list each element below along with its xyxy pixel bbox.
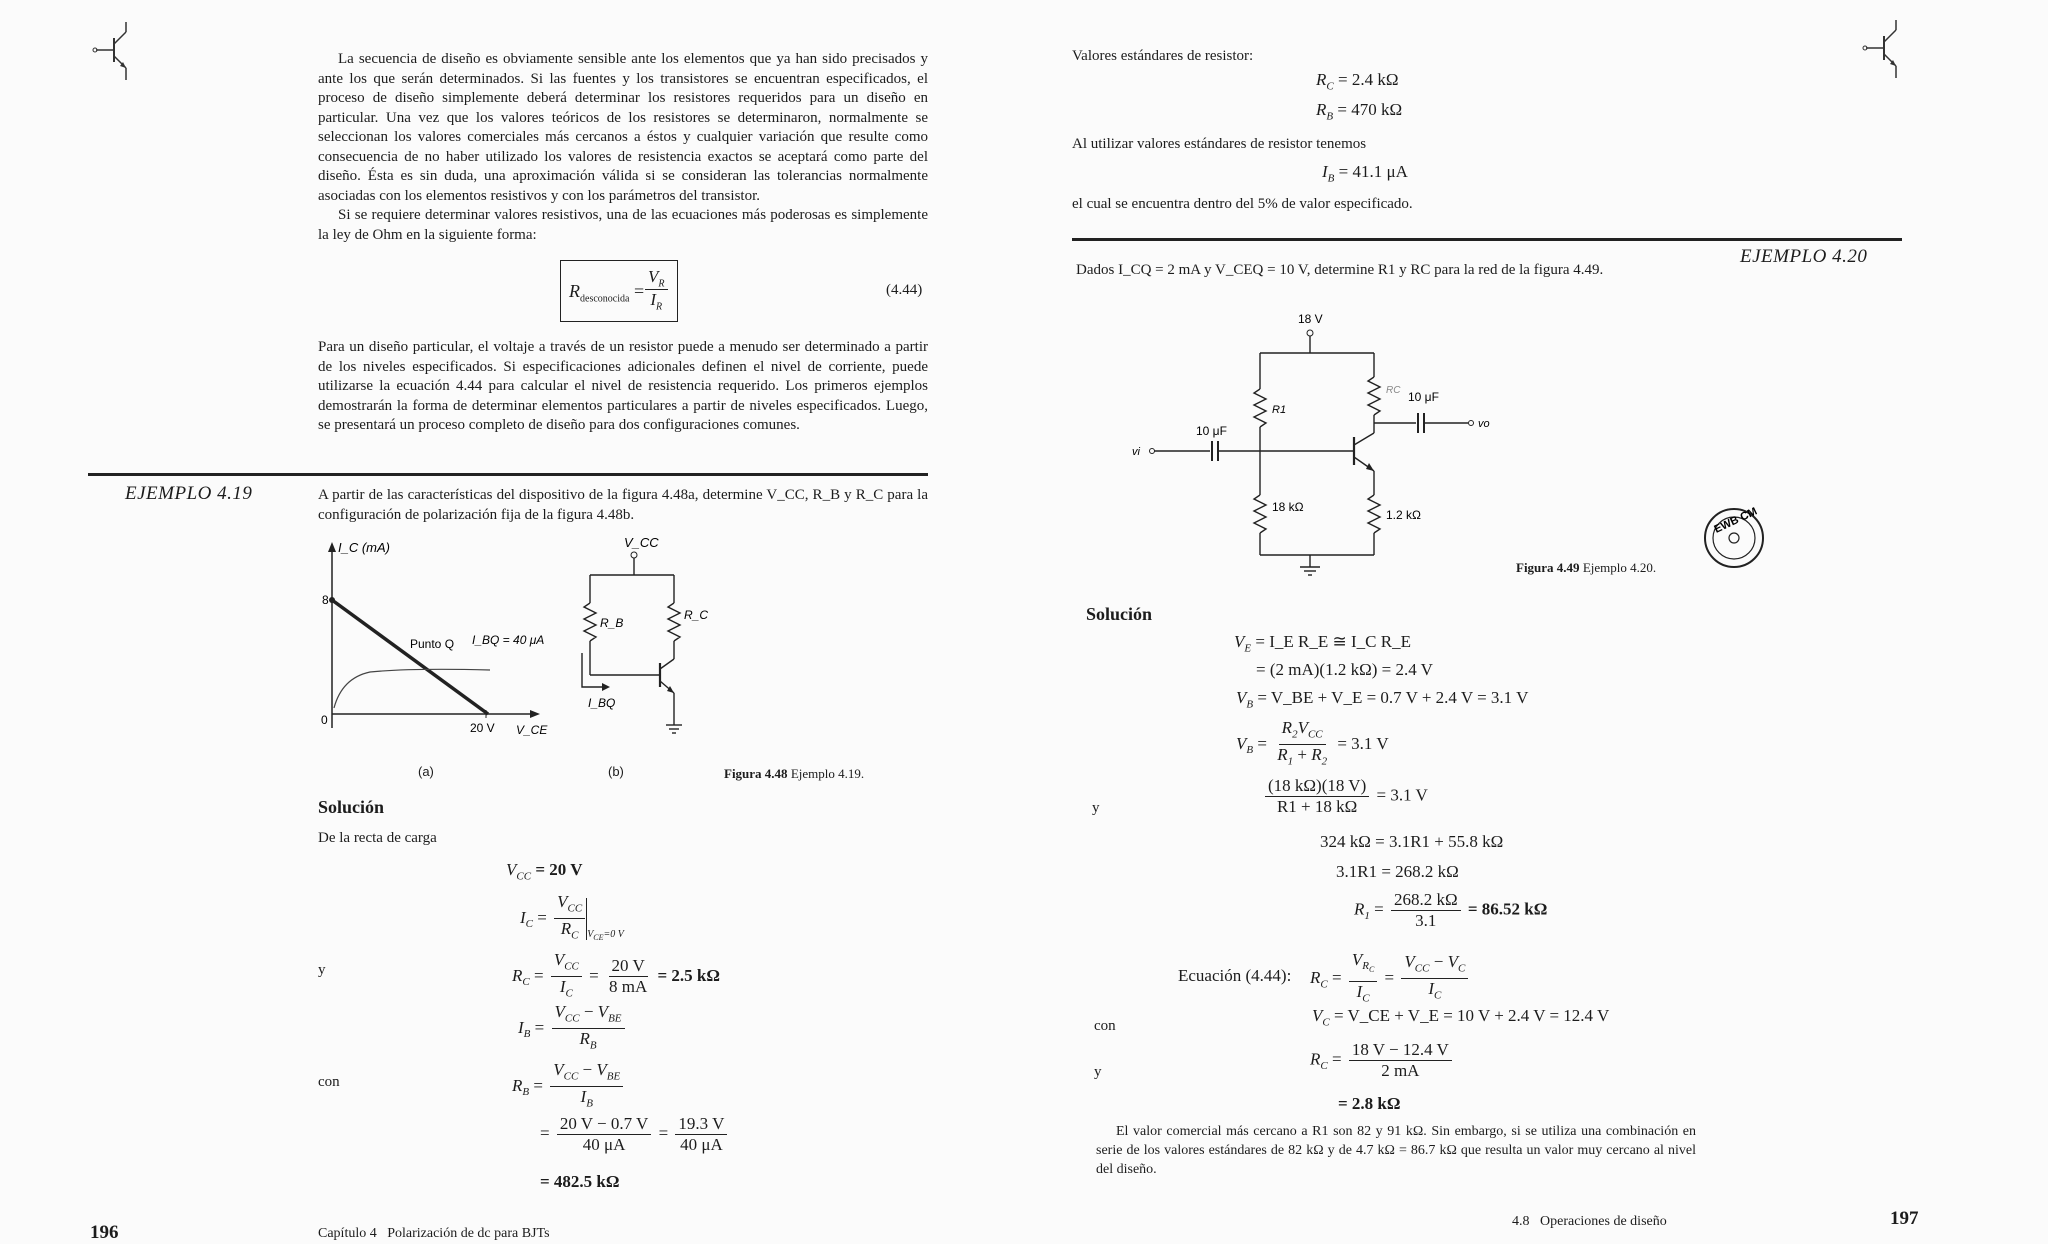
eq-444-label: Ecuación (4.44): xyxy=(1178,966,1292,985)
std-values-intro: Valores estándares de resistor: xyxy=(1072,48,1254,64)
ewb-cm-badge-icon xyxy=(1702,506,1766,570)
fig449-vi: vi xyxy=(1132,446,1140,458)
eq-rc-right: $R_C$ = $\frac{V_{R_C}}{I_C}$ = $\frac{V_{CC} - V_C}{I_C}$ xyxy=(1310,950,1471,1008)
graph-q-label: Punto Q xyxy=(410,637,455,651)
eq-ib-value-text: = 41.1 μA xyxy=(1338,162,1408,181)
eq-vb-1: $V_B$ = V_BE + V_E = 0.7 V + 2.4 V = 3.1 V xyxy=(1236,688,1529,711)
closing-paragraph xyxy=(1096,1122,1696,1179)
side-word-y-right-1: y xyxy=(1092,800,1100,816)
example-419-statement: A partir de las características del dispositivo de la figura 4.48a, determine V_CC, R_B y R_C para la configuración de polarización fija de la figura 4.48b. xyxy=(318,487,928,523)
example-divider-left xyxy=(88,473,928,476)
eq-rc-std: $R_C = 2.4$ kΩ xyxy=(1316,70,1399,93)
eq-rb-std: $R_B = 470$ kΩ xyxy=(1316,100,1403,123)
eq-rc-final-num: 18 V − 12.4 V xyxy=(1349,1040,1452,1061)
example-419-text xyxy=(318,486,928,525)
paragraph-2-text: Para un diseño particular, el voltaje a través de un resistor puede a menudo ser determinado a partir de los niveles especificados. Si especificaciones adicionales definen el nivel de corriente, puede utilizarse la ecuación 4.44 para calcular el nivel de resistencia requerido. Los primeros ejemplos demostrarán la forma de determinar elementos particulares a partir de niveles especificados. Luego, se presentará un proceso completo de diseño para dos configuraciones comunes. xyxy=(318,339,928,433)
eq-rb-result: = 482.5 kΩ xyxy=(540,1172,620,1191)
eq-r1: $R_1$ = $\frac{268.2 k\Omega}{3.1}$ = 86.52 kΩ xyxy=(1354,890,1548,930)
fig449-re: 1.2 kΩ xyxy=(1386,508,1421,522)
eq-ve-2: = (2 mA)(1.2 kΩ) = 2.4 V xyxy=(1256,660,1433,679)
circuit-vcc: V_CC xyxy=(624,535,659,550)
using-std-text: Al utilizar valores estándares de resistor tenemos xyxy=(1072,136,1367,152)
figure-449-caption xyxy=(1516,560,1656,576)
page-number-right: 197 xyxy=(1890,1208,1919,1229)
side-word-con-left: con xyxy=(318,1074,340,1090)
eq-rc-final-den: 2 mA xyxy=(1381,1061,1420,1080)
eq-den: I xyxy=(650,290,657,310)
figure-448a-label: (a) xyxy=(418,764,434,779)
graph-ytick: 8 xyxy=(322,593,329,607)
eq-rb-std-value: = 470 kΩ xyxy=(1337,100,1403,119)
fig449-vo: vo xyxy=(1478,418,1490,430)
eq-rc-final-result: = 2.8 kΩ xyxy=(1338,1094,1401,1113)
eq-ve-1-text: = I_E R_E ≅ I_C R_E xyxy=(1255,632,1411,651)
transistor-icon xyxy=(90,20,140,90)
eq-den-sub: R xyxy=(656,301,663,313)
intro-paragraph-1: La secuencia de diseño es obviamente sensible ante los elementos que ya han sido precisados y ante los que serán determinados. Si las fuentes y los transistores se encuentran especificados, el proceso de diseño simplemente deberá determinar los resistores requeridos para un diseño en particular. Una vez que los valores teóricos de los resistores se determinaron, normalmente se seleccionan los valores comerciales más cercanos a éstos y cualquier variación que resulte como consecuencia de no haber utilizado los valores de resistencia exactos se aceptará como parte del diseño. Ésta es sin duda, una aproximación válida si se consideran las tolerancias normalmente asociadas con los elementos resistivos y con los parámetros del transistor. xyxy=(318,51,928,204)
eq-ib: $I_B$ = $\frac{V_{CC} - V_{BE}}{R_B}$ xyxy=(518,1002,628,1056)
fig449-cout: 10 μF xyxy=(1408,390,1439,404)
graph-ylabel: I_C (mA) xyxy=(338,540,390,555)
eq-vb-3-rhs: = 3.1 V xyxy=(1376,785,1428,805)
example-420-text: Dados I_CQ = 2 mA y V_CEQ = 10 V, determine R1 y RC para la red de la figura 4.49. xyxy=(1076,262,1604,278)
figure-448-caption-bold: Figura 4.48 xyxy=(724,766,788,781)
footer-left: Capítulo 4 Polarización de dc para BJTs xyxy=(318,1226,550,1241)
fig449-cin: 10 μF xyxy=(1196,424,1227,438)
paragraph-2 xyxy=(318,338,928,436)
equation-4-44-box: $R_{desconocida}$ = $V_R$ $I_R$ xyxy=(560,260,678,322)
badge-text: EWB CM xyxy=(1712,505,1760,536)
figure-449-circuit xyxy=(1130,305,1510,585)
figure-448b-label: (b) xyxy=(608,764,624,779)
example-419-label: EJEMPLO 4.19 xyxy=(125,483,253,504)
eq-rc-result: = 2.5 kΩ xyxy=(657,965,721,985)
eq-rc-final: $R_C$ = $\frac{18 V - 12.4 V}{2 mA}$ xyxy=(1310,1040,1455,1081)
solution-heading-left: Solución xyxy=(318,797,385,817)
eq-vcc: $V_{CC} = 20$ V xyxy=(506,860,583,883)
intro-text xyxy=(318,50,928,245)
figure-448-caption-text: Ejemplo 4.19. xyxy=(790,766,865,781)
eq-ic-def: $I_C$ = $\frac{V_{CC}}{R_C}$ $_{V_{CE}=0 V}$ xyxy=(520,892,624,942)
figure-449-caption-text: Ejemplo 4.20. xyxy=(1582,560,1657,575)
intro-paragraph-2: Si se requiere determinar valores resistivos, una de las ecuaciones más poderosas es simplemente la ley de Ohm en la siguiente forma: xyxy=(318,207,928,243)
eq-ve-1: $V_E$ = I_E R_E ≅ I_C R_E xyxy=(1234,632,1411,655)
eq-rb-den-2: 40 μA xyxy=(680,1135,723,1154)
eq-ib-value: $I_B = 41.1$ μA xyxy=(1322,162,1408,185)
solution-heading-right: Solución xyxy=(1086,604,1153,624)
eq-vb-3 xyxy=(1262,776,1428,817)
eq-r1-den: 3.1 xyxy=(1415,911,1437,930)
eq-lhs-sub: desconocida xyxy=(580,293,630,305)
eq-vcc-value: = 20 V xyxy=(535,860,583,879)
circuit-rb: R_B xyxy=(600,616,624,630)
eq-rb-den-1: 40 μA xyxy=(582,1135,626,1154)
eq-vb-3-den: R1 + 18 kΩ xyxy=(1276,797,1358,816)
side-word-y-left: y xyxy=(318,962,326,978)
eq-vb-2-rhs: = 3.1 V xyxy=(1337,733,1389,753)
fig449-r1: R1 xyxy=(1272,404,1287,416)
circuit-rc: R_C xyxy=(684,608,709,622)
side-word-y-right-2: y xyxy=(1094,1064,1102,1080)
eq-rc: $R_C$ = $\frac{V_{CC}}{I_C}$ = $\frac{20 V}{8 mA}$ = 2.5 kΩ xyxy=(512,950,721,1000)
footer-right: 4.8 Operaciones de diseño xyxy=(1512,1214,1667,1229)
fig449-vcc: 18 V xyxy=(1298,312,1323,326)
transistor-icon-right xyxy=(1860,18,1910,88)
equation-number: (4.44) xyxy=(886,282,923,298)
page-number-left: 196 xyxy=(90,1222,119,1243)
graph-origin: 0 xyxy=(321,713,328,727)
eq-vc: $V_C$ = V_CE + V_E = 10 V + 2.4 V = 12.4 V xyxy=(1312,1006,1610,1029)
example-420-label: EJEMPLO 4.20 xyxy=(1740,246,1868,267)
eq-num: V xyxy=(648,267,659,286)
eq-line-324: 324 kΩ = 3.1R1 + 55.8 kΩ xyxy=(1320,832,1504,851)
fig449-rc: RC xyxy=(1386,385,1401,396)
eq-rb: $R_B$ = $\frac{V_{CC} - V_{BE}}{I_B}$ xyxy=(512,1060,626,1114)
eq-line-3-1r1: 3.1R1 = 268.2 kΩ xyxy=(1336,862,1459,881)
figure-448a-graph xyxy=(310,538,550,738)
fig449-r2: 18 kΩ xyxy=(1272,500,1304,514)
eq-vb-1-text: = V_BE + V_E = 0.7 V + 2.4 V = 3.1 V xyxy=(1257,688,1529,707)
eq-vb-2: $V_B$ = $\frac{R_2V_{CC}}{R_1 + R_2}$ = 3.1 V xyxy=(1236,718,1389,768)
eq-lhs: R xyxy=(569,281,580,301)
example-divider-right xyxy=(1072,238,1902,241)
side-word-con-right: con xyxy=(1094,1018,1116,1034)
within-text: el cual se encuentra dentro del 5% de valor especificado. xyxy=(1072,196,1413,212)
eq-rb-num-1: 20 V − 0.7 V xyxy=(557,1114,651,1135)
eq-r1-result: = 86.52 kΩ xyxy=(1467,899,1548,919)
closing-text: El valor comercial más cercano a R1 son 82 y 91 kΩ. Sin embargo, si se utiliza una combinación en serie de los valores estándares de 82 kΩ y de 4.7 kΩ = 86.7 kΩ que resulta un valor muy cercano al nivel del diseño. xyxy=(1096,1124,1696,1177)
graph-ibq-label: I_BQ = 40 μA xyxy=(472,633,545,647)
eq-vb-3-num: (18 kΩ)(18 V) xyxy=(1265,776,1369,797)
circuit-ibq: I_BQ xyxy=(588,696,616,710)
figure-448b-circuit xyxy=(570,535,709,745)
graph-xtick: 20 V xyxy=(470,721,495,735)
eq-r1-num: 268.2 kΩ xyxy=(1391,890,1461,911)
graph-xlabel: V_CE xyxy=(516,723,548,737)
eq-rb-num-2: 19.3 V xyxy=(675,1114,727,1135)
eq-rc-std-value: = 2.4 kΩ xyxy=(1337,70,1399,89)
solution-intro-left: De la recta de carga xyxy=(318,830,437,846)
figure-448-caption xyxy=(724,766,864,782)
eq-rb-numeric: = $\frac{20 V - 0.7 V}{40 \mu A}$ = $\frac{19.3 V}{40 \mu A}$ xyxy=(540,1114,730,1155)
figure-449-caption-bold: Figura 4.49 xyxy=(1516,560,1580,575)
eq-num-sub: R xyxy=(658,278,665,290)
eq-vc-text: = V_CE + V_E = 10 V + 2.4 V = 12.4 V xyxy=(1333,1006,1610,1025)
